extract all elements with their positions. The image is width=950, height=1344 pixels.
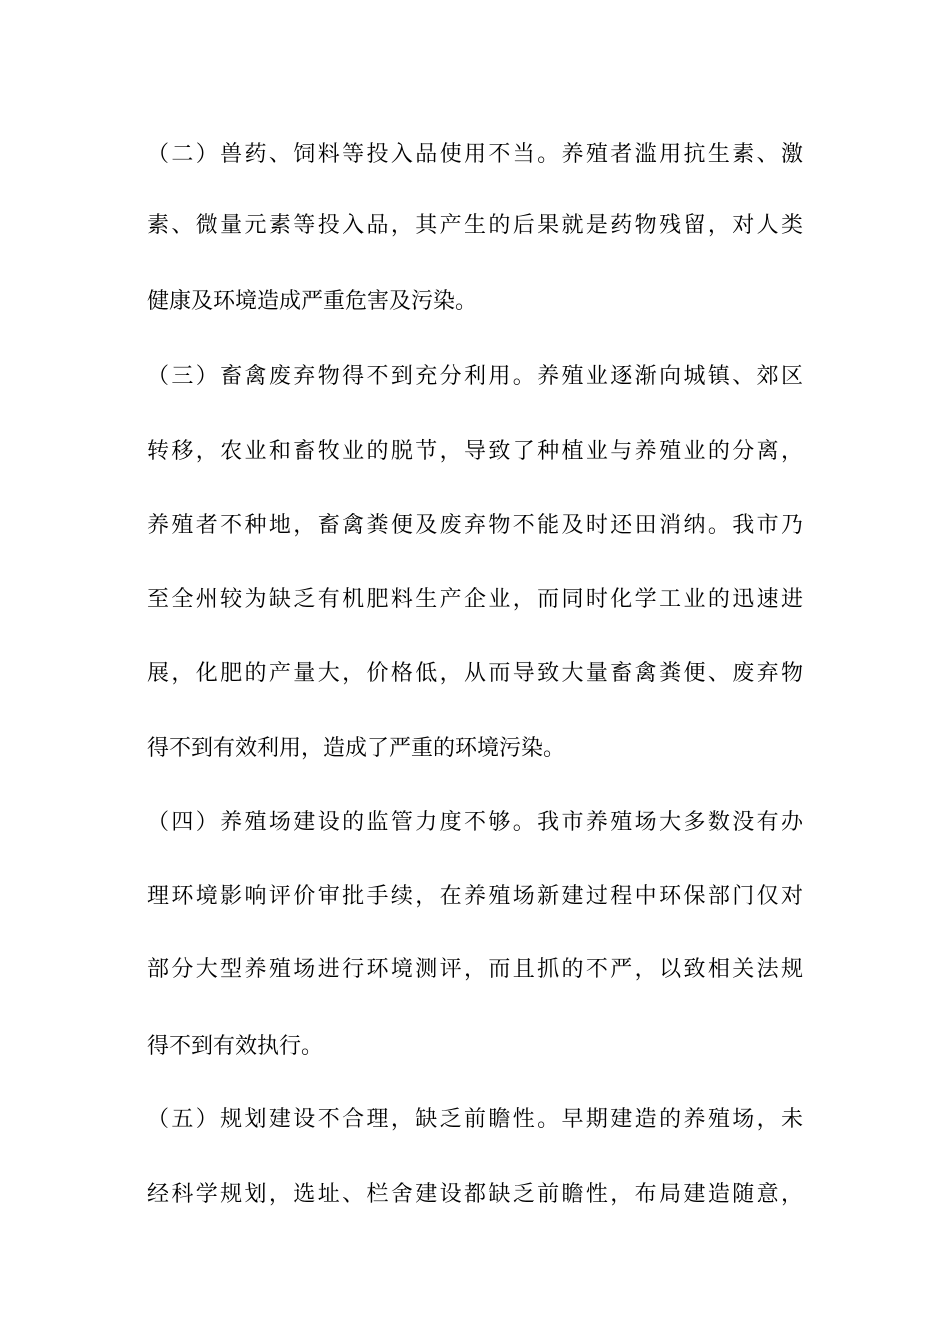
paragraph-3-line-5: 展，化肥的产量大，价格低，从而导致大量畜禽粪便、废弃物 bbox=[147, 661, 803, 686]
paragraph-4-line-3: 部分大型养殖场进行环境测评，而且抓的不严，以致相关法规 bbox=[147, 957, 803, 982]
paragraph-5-line-1: （五）规划建设不合理，缺乏前瞻性。早期建造的养殖场，未 bbox=[147, 1107, 803, 1132]
paragraph-4-line-2: 理环境影响评价审批手续，在养殖场新建过程中环保部门仅对 bbox=[147, 884, 803, 909]
paragraph-4-line-4: 得不到有效执行。 bbox=[147, 1034, 324, 1059]
paragraph-5-line-2: 经科学规划，选址、栏舍建设都缺乏前瞻性，布局建造随意， bbox=[147, 1182, 803, 1207]
paragraph-3-line-6: 得不到有效利用，造成了严重的环境污染。 bbox=[147, 736, 566, 761]
paragraph-2-line-2: 素、微量元素等投入品，其产生的后果就是药物残留，对人类 bbox=[147, 213, 803, 238]
paragraph-3-line-4: 至全州较为缺乏有机肥料生产企业，而同时化学工业的迅速进 bbox=[147, 587, 803, 612]
paragraph-2-line-3: 健康及环境造成严重危害及污染。 bbox=[147, 289, 478, 314]
paragraph-3-line-1: （三）畜禽废弃物得不到充分利用。养殖业逐渐向城镇、郊区 bbox=[147, 364, 803, 389]
paragraph-3-line-2: 转移，农业和畜牧业的脱节，导致了种植业与养殖业的分离， bbox=[147, 439, 803, 464]
paragraph-3-line-3: 养殖者不种地，畜禽粪便及废弃物不能及时还田消纳。我市乃 bbox=[147, 513, 803, 538]
paragraph-4-line-1: （四）养殖场建设的监管力度不够。我市养殖场大多数没有办 bbox=[147, 810, 803, 835]
paragraph-2-line-1: （二）兽药、饲料等投入品使用不当。养殖者滥用抗生素、激 bbox=[147, 142, 803, 167]
